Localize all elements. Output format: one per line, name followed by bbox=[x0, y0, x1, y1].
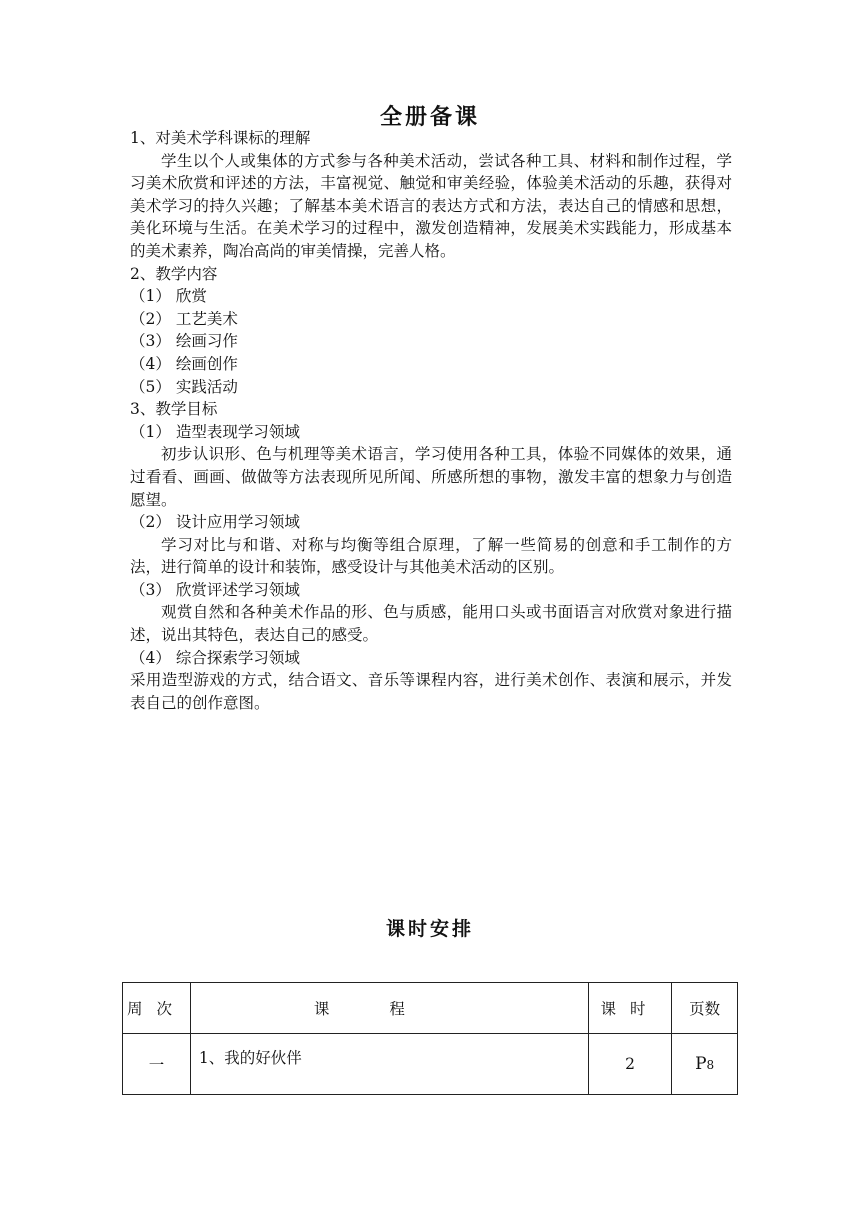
header-lesson: 课程 bbox=[190, 983, 588, 1034]
goal-number: （2） bbox=[130, 513, 171, 532]
page-letter: P bbox=[695, 1054, 707, 1074]
schedule-title: 课时安排 bbox=[385, 918, 474, 940]
list-item-number: （4） bbox=[130, 354, 171, 373]
goal-heading bbox=[130, 421, 732, 444]
header-pages: 页数 bbox=[672, 983, 738, 1034]
header-hours: 课时 bbox=[588, 983, 671, 1034]
list-item-number: （3） bbox=[130, 332, 171, 351]
list-item-label: 欣赏 bbox=[175, 287, 207, 306]
table-header-row bbox=[123, 983, 738, 1034]
list-item-number: （5） bbox=[130, 377, 171, 396]
goal-heading bbox=[130, 511, 732, 534]
goal-number: （4） bbox=[130, 648, 171, 667]
section-heading: 2、教学内容 bbox=[130, 264, 218, 283]
list-item bbox=[130, 376, 732, 399]
goal-heading bbox=[130, 579, 732, 602]
cell-pages bbox=[672, 1034, 738, 1095]
table-row bbox=[123, 1034, 738, 1095]
cell-hours: 2 bbox=[588, 1034, 671, 1095]
list-item-label: 工艺美术 bbox=[175, 309, 238, 328]
goal-text: 初步认识形、色与机理等美术语言，学习使用各种工具，体验不同媒体的效果，通过看看、画画、做做等方法表现所见所闻、所感所想的事物，激发丰富的想象力与创造愿望。 bbox=[130, 445, 732, 509]
goal-text: 观赏自然和各种美术作品的形、色与质感，能用口头或书面语言对欣赏对象进行描述，说出其特色，表达自己的感受。 bbox=[130, 603, 732, 645]
schedule-table bbox=[122, 982, 738, 1095]
list-item bbox=[130, 330, 732, 353]
cell-lesson: 1、我的好伙伴 bbox=[190, 1034, 588, 1095]
document-body bbox=[130, 127, 732, 714]
list-item-number: （2） bbox=[130, 309, 171, 328]
goal-label: 造型表现学习领域 bbox=[175, 422, 300, 441]
goal-number: （1） bbox=[130, 422, 171, 441]
section-heading: 1、对美术学科课标的理解 bbox=[130, 129, 311, 147]
cell-week: 一 bbox=[123, 1034, 191, 1095]
goal-text: 学习对比与和谐、对称与均衡等组合原理，了解一些简易的创意和手工制作的方法，进行简单的设计和装饰，感受设计与其他美术活动的区别。 bbox=[130, 535, 732, 577]
goal-label: 欣赏评述学习领域 bbox=[175, 580, 300, 599]
list-item bbox=[130, 353, 732, 376]
page-title: 全册备课 bbox=[379, 105, 480, 130]
goal-label: 设计应用学习领域 bbox=[175, 513, 300, 532]
paragraph: 学生以个人或集体的方式参与各种美术活动，尝试各种工具、材料和制作过程，学习美术欣赏和评述的方法，丰富视觉、触觉和审美经验，体验美术活动的乐趣，获得对美术学习的持久兴趣；了解基本美术语言的表达方式和方法，表达自己的情感和思想，美化环境与生活。在美术学习的过程中，激发创造精神，发展美术实践能力，形成基本的美术素养，陶冶高尚的审美情操，完善人格。 bbox=[130, 151, 732, 260]
goal-heading bbox=[130, 647, 732, 670]
header-week: 周次 bbox=[123, 983, 191, 1034]
list-item bbox=[130, 285, 732, 308]
page-number: 8 bbox=[706, 1058, 715, 1072]
section-heading: 3、教学目标 bbox=[130, 400, 218, 419]
list-item-label: 实践活动 bbox=[175, 377, 238, 396]
goal-label: 综合探索学习领域 bbox=[175, 648, 300, 667]
goal-number: （3） bbox=[130, 580, 171, 599]
list-item-label: 绘画习作 bbox=[175, 332, 238, 351]
list-item-number: （1） bbox=[130, 287, 171, 306]
goal-text: 采用造型游戏的方式，结合语文、音乐等课程内容，进行美术创作、表演和展示，并发表自己的创作意图。 bbox=[130, 671, 732, 712]
list-item-label: 绘画创作 bbox=[175, 354, 238, 373]
list-item bbox=[130, 308, 732, 331]
